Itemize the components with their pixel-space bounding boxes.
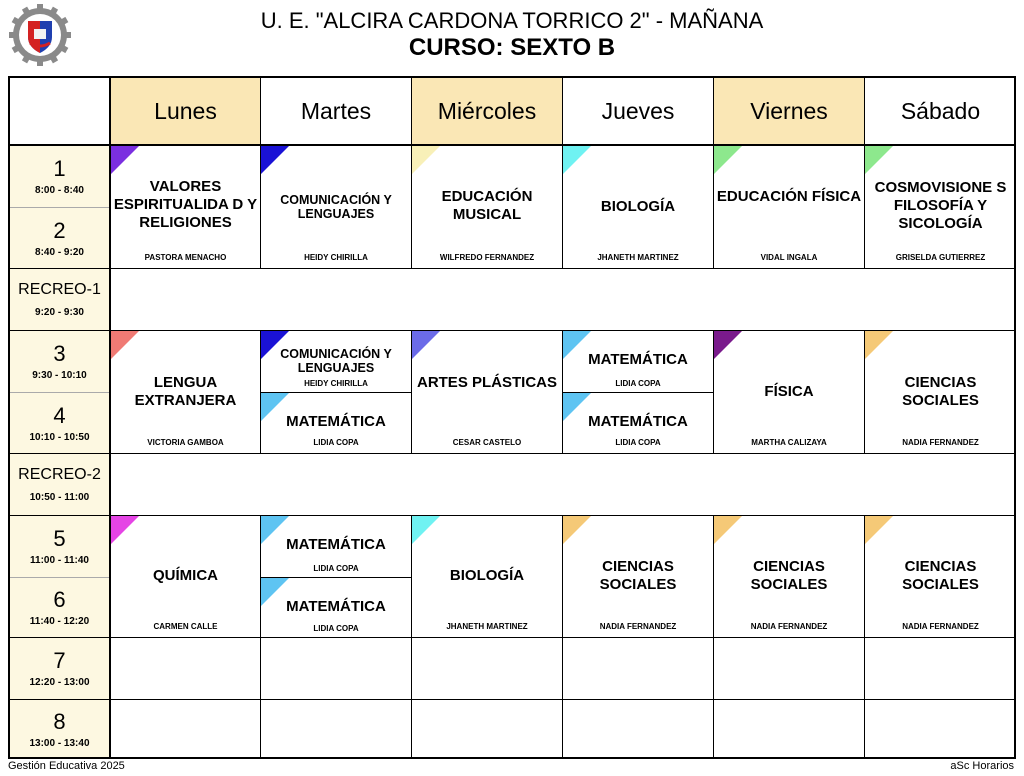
subject-color-marker	[865, 331, 893, 359]
lesson-wednesday-1[interactable]	[412, 146, 562, 268]
grid-line	[260, 331, 261, 454]
lesson-wednesday-3[interactable]	[412, 331, 562, 453]
grid-line	[562, 331, 563, 454]
subject-color-marker	[412, 516, 440, 544]
lesson-teacher: NADIA FERNANDEZ	[750, 622, 828, 631]
period-time: 8:00 - 8:40	[35, 185, 84, 196]
lesson-subject: CIENCIAS SOCIALES	[902, 374, 979, 409]
grid-line	[109, 78, 111, 759]
period-time: 11:40 - 12:20	[29, 616, 90, 627]
period-number: 6	[53, 587, 66, 612]
period-6	[10, 578, 109, 637]
lesson-teacher: JHANETH MARTINEZ	[446, 622, 528, 631]
lesson-subject: MATEMÁTICA	[286, 413, 386, 430]
period-4	[10, 393, 109, 453]
subject-color-marker	[111, 331, 139, 359]
grid-line	[10, 207, 109, 208]
lesson-subject: MATEMÁTICA	[286, 598, 386, 615]
lesson-teacher: LIDIA COPA	[313, 624, 359, 633]
lesson-teacher: CARMEN CALLE	[153, 622, 218, 631]
recess-1	[10, 269, 109, 330]
lesson-subject: ARTES PLÁSTICAS	[416, 374, 557, 391]
period-number: 1	[53, 156, 66, 181]
lesson-saturday-5[interactable]	[865, 516, 1016, 637]
recess-time: 10:50 - 11:00	[29, 492, 90, 503]
grid-line	[562, 516, 563, 759]
lesson-subject: QUÍMICA	[153, 567, 218, 584]
lesson-teacher: VIDAL INGALA	[760, 253, 818, 262]
timetable-grid	[8, 76, 1016, 759]
lesson-subject: MATEMÁTICA	[286, 536, 386, 553]
period-time: 13:00 - 13:40	[29, 738, 90, 749]
grid-line	[411, 516, 412, 759]
subject-color-marker	[261, 146, 289, 174]
lesson-tuesday-4[interactable]	[261, 393, 411, 453]
period-2	[10, 208, 109, 268]
grid-line	[10, 699, 1016, 700]
course-title: CURSO: SEXTO B	[408, 34, 616, 61]
grid-line	[864, 78, 865, 269]
day-header-tuesday: Martes	[300, 97, 372, 124]
subject-color-marker	[563, 146, 591, 174]
lesson-subject: CIENCIAS SOCIALES	[902, 558, 979, 593]
day-header-saturday: Sábado	[900, 97, 981, 124]
lesson-teacher: NADIA FERNANDEZ	[902, 622, 979, 631]
lesson-thursday-1[interactable]	[563, 146, 713, 268]
lesson-subject: COMUNICACIÓN Y LENGUAJES	[280, 347, 392, 375]
subject-color-marker	[412, 331, 440, 359]
day-header-wednesday: Miércoles	[412, 78, 562, 144]
lesson-friday-3[interactable]	[714, 331, 864, 453]
lesson-subject: BIOLOGÍA	[449, 567, 525, 584]
grid-line	[10, 577, 109, 578]
grid-line	[562, 78, 563, 269]
grid-line	[864, 331, 865, 454]
period-3	[10, 331, 109, 392]
day-header-monday: Lunes	[111, 78, 260, 144]
grid-line	[10, 144, 1016, 146]
lesson-subject: CIENCIAS SOCIALES	[599, 558, 677, 593]
lesson-subject: BIOLOGÍA	[600, 198, 676, 215]
lesson-friday-1[interactable]	[714, 146, 864, 268]
grid-line	[10, 330, 1016, 331]
lesson-wednesday-5[interactable]	[412, 516, 562, 637]
period-number: 5	[53, 526, 66, 551]
subject-color-marker	[865, 516, 893, 544]
grid-line	[10, 515, 1016, 516]
lesson-subject: MATEMÁTICA	[588, 351, 688, 368]
grid-line	[864, 516, 865, 759]
period-number: 2	[53, 217, 66, 243]
period-5	[10, 516, 109, 577]
grid-line	[713, 78, 714, 269]
lesson-tuesday-1[interactable]	[261, 146, 411, 268]
lesson-subject: CIENCIAS SOCIALES	[750, 558, 828, 593]
subject-color-marker	[865, 146, 893, 174]
lesson-subject: EDUCACIÓN MUSICAL	[441, 188, 533, 223]
period-8	[10, 700, 109, 759]
lesson-teacher: JHANETH MARTINEZ	[597, 253, 679, 262]
lesson-teacher: VICTORIA GAMBOA	[147, 438, 224, 447]
recess-2	[10, 454, 109, 515]
period-number: 4	[53, 402, 66, 428]
lesson-tuesday-6[interactable]	[261, 578, 411, 637]
period-number: 7	[53, 648, 66, 673]
lesson-subject: COSMOVISIONE S FILOSOFÍA Y SICOLOGÍA	[874, 179, 1007, 232]
grid-line	[713, 516, 714, 759]
lesson-teacher: WILFREDO FERNANDEZ	[439, 253, 535, 262]
lesson-teacher: CESAR CASTELO	[452, 438, 522, 447]
lesson-subject: MATEMÁTICA	[588, 413, 688, 430]
grid-line	[10, 453, 1016, 454]
period-time: 11:00 - 11:40	[30, 555, 89, 566]
lesson-thursday-3[interactable]	[563, 331, 713, 392]
lesson-saturday-3[interactable]	[865, 331, 1016, 453]
period-number: 8	[53, 709, 66, 734]
period-number: 3	[53, 341, 66, 366]
grid-line	[563, 392, 713, 393]
lesson-monday-3[interactable]	[111, 331, 260, 453]
lesson-teacher: HEIDY CHIRILLA	[304, 379, 368, 388]
lesson-teacher: LIDIA COPA	[313, 564, 359, 573]
lesson-tuesday-5[interactable]	[261, 516, 411, 577]
period-time: 12:20 - 13:00	[29, 677, 90, 688]
subject-color-marker	[714, 146, 742, 174]
grid-line	[261, 392, 411, 393]
lesson-monday-1[interactable]	[111, 146, 260, 268]
subject-color-marker	[111, 146, 139, 174]
period-time: 9:30 - 10:10	[32, 370, 87, 381]
lesson-thursday-4[interactable]	[563, 393, 713, 453]
subject-color-marker	[111, 516, 139, 544]
footer-right: aSc Horarios	[950, 760, 1014, 772]
grid-line	[260, 78, 261, 269]
subject-color-marker	[563, 516, 591, 544]
lesson-saturday-1[interactable]	[865, 146, 1016, 268]
footer-left: Gestión Educativa 2025	[8, 760, 125, 772]
lesson-subject: FÍSICA	[764, 383, 814, 400]
lesson-monday-5[interactable]	[111, 516, 260, 637]
grid-line	[10, 392, 109, 393]
period-7	[10, 638, 109, 699]
lesson-teacher: LIDIA COPA	[615, 438, 661, 447]
day-header-friday: Viernes	[714, 78, 864, 144]
recess-time: 9:20 - 9:30	[35, 307, 84, 318]
grid-line	[10, 268, 1016, 269]
lesson-teacher: GRISELDA GUTIERREZ	[895, 253, 986, 262]
period-time: 8:40 - 9:20	[35, 246, 84, 258]
recess-label: RECREO-2	[18, 466, 101, 483]
lesson-teacher: PASTORA MENACHO	[144, 253, 227, 262]
recess-label: RECREO-1	[18, 281, 101, 298]
lesson-teacher: LIDIA COPA	[615, 379, 661, 388]
grid-line	[411, 78, 412, 269]
grid-line	[411, 331, 412, 454]
grid-line	[10, 637, 1016, 638]
lesson-teacher: LIDIA COPA	[313, 438, 359, 447]
lesson-friday-5[interactable]	[714, 516, 864, 637]
lesson-subject: EDUCACIÓN FÍSICA	[716, 188, 862, 205]
lesson-teacher: MARTHA CALIZAYA	[751, 438, 827, 447]
period-time: 10:10 - 10:50	[29, 431, 90, 443]
school-name: U. E. "ALCIRA CARDONA TORRICO 2" - MAÑANA	[260, 8, 764, 33]
subject-color-marker	[714, 516, 742, 544]
grid-line	[261, 577, 411, 578]
period-1	[10, 146, 109, 207]
lesson-teacher: NADIA FERNANDEZ	[599, 622, 677, 631]
subject-color-marker	[412, 146, 440, 174]
subject-color-marker	[714, 331, 742, 359]
lesson-subject: LENGUA EXTRANJERA	[134, 374, 237, 409]
grid-line	[260, 516, 261, 759]
lesson-subject: COMUNICACIÓN Y LENGUAJES	[280, 193, 392, 221]
lesson-teacher: NADIA FERNANDEZ	[902, 438, 979, 447]
lesson-subject: VALORES ESPIRITUALIDA D Y RELIGIONES	[113, 178, 258, 231]
lesson-tuesday-3[interactable]	[261, 331, 411, 392]
lesson-thursday-5[interactable]	[563, 516, 713, 637]
day-header-thursday: Jueves	[601, 97, 675, 124]
lesson-teacher: HEIDY CHIRILLA	[304, 253, 368, 262]
grid-line	[713, 331, 714, 454]
